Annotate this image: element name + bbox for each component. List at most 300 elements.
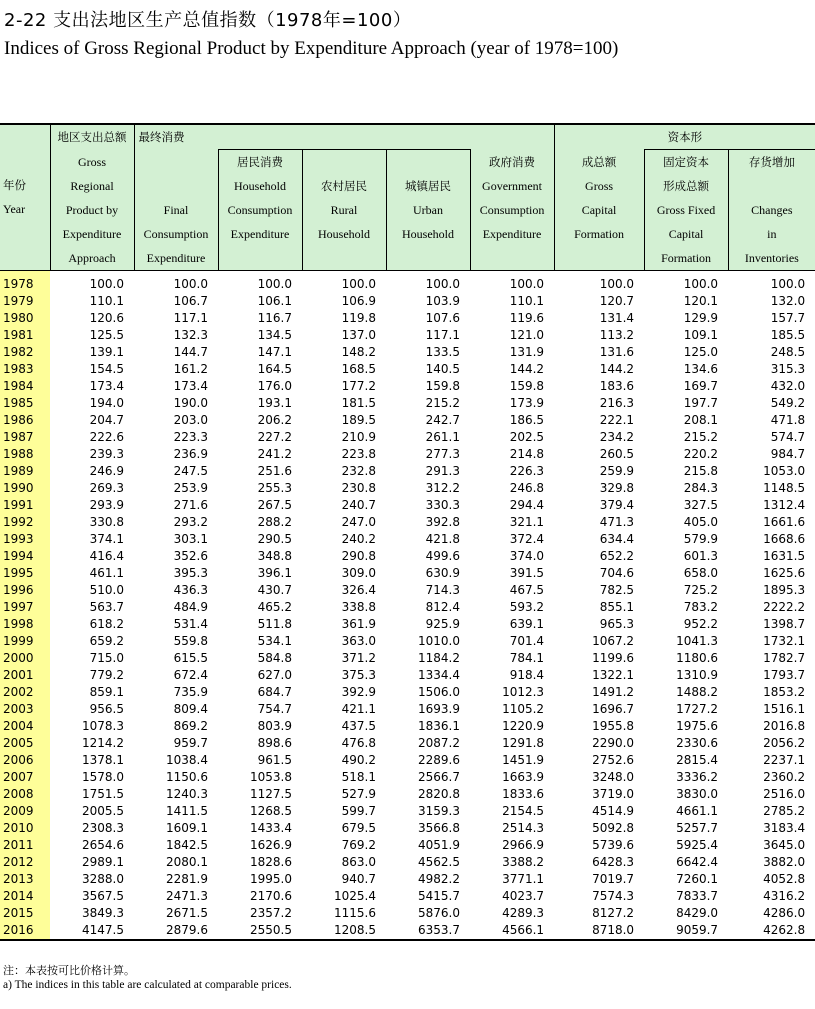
- value-cell: 5257.7: [676, 821, 719, 835]
- value-cell: 2360.2: [763, 770, 806, 784]
- value-cell: 312.2: [425, 481, 460, 495]
- value-cell: 1668.6: [763, 532, 806, 546]
- year-cell: 2000: [0, 650, 50, 667]
- rural-cn: 农村居民: [321, 179, 367, 193]
- value-cell: 157.7: [770, 311, 806, 325]
- value-cell: 4514.9: [592, 804, 635, 818]
- government-en-line2: Consumption: [479, 202, 545, 217]
- grp-header: [50, 150, 134, 271]
- value-cell: 269.3: [89, 481, 124, 495]
- value-cell: 3388.2: [502, 855, 545, 869]
- urban-en-line2: Household: [402, 227, 454, 241]
- value-cell: 117.1: [173, 311, 208, 325]
- year-cell: 2010: [0, 820, 50, 837]
- value-cell: 432.0: [770, 379, 806, 393]
- table-header: [0, 124, 815, 271]
- value-cell: 293.2: [173, 515, 208, 529]
- gcf-header: [554, 150, 644, 271]
- value-cell: 421.8: [425, 532, 460, 546]
- value-cell: 230.8: [341, 481, 376, 495]
- value-cell: 3288.0: [82, 872, 124, 886]
- value-cell: 1127.5: [250, 787, 292, 801]
- value-cell: 961.5: [257, 753, 292, 767]
- value-cell: 1411.5: [166, 804, 208, 818]
- value-cell: 549.2: [770, 396, 806, 410]
- year-cell: 1989: [0, 463, 50, 480]
- value-cell: 599.7: [341, 804, 376, 818]
- value-cell: 7833.7: [676, 889, 719, 903]
- household-cn: 居民消费: [237, 155, 283, 169]
- value-cell: 490.2: [341, 753, 376, 767]
- value-cell: 169.7: [683, 379, 719, 393]
- value-cell: 1310.9: [676, 668, 719, 682]
- value-cell: 421.1: [341, 702, 376, 716]
- value-cell: 574.7: [770, 430, 806, 444]
- year-cell: 1993: [0, 531, 50, 548]
- page-title-cn: 2-22 支出法地区生产总值指数（1978年=100）: [4, 10, 412, 31]
- value-cell: 214.8: [509, 447, 545, 461]
- value-cell: 1727.2: [676, 702, 719, 716]
- value-cell: 267.5: [257, 498, 292, 512]
- value-cell: 1214.2: [82, 736, 124, 750]
- value-cell: 1488.2: [676, 685, 719, 699]
- value-cell: 110.1: [509, 294, 545, 308]
- year-cell: 1990: [0, 480, 50, 497]
- rural-en-line2: Household: [318, 227, 370, 241]
- value-cell: 120.1: [683, 294, 719, 308]
- value-cell: 1626.9: [250, 838, 292, 852]
- value-cell: 3183.4: [763, 821, 806, 835]
- value-cell: 4566.1: [470, 922, 554, 940]
- value-cell: 144.2: [509, 362, 545, 376]
- value-cell: 363.0: [341, 634, 376, 648]
- year-cell: 2016: [0, 922, 50, 940]
- year-cell: 1999: [0, 633, 50, 650]
- year-cell: 2003: [0, 701, 50, 718]
- value-cell: 131.6: [599, 345, 635, 359]
- value-cell: 132.3: [173, 328, 208, 342]
- value-cell: 206.2: [257, 413, 292, 427]
- value-cell: 436.3: [173, 583, 208, 597]
- value-cell: 1506.0: [418, 685, 460, 699]
- value-cell: 293.9: [89, 498, 124, 512]
- table-row: [0, 735, 815, 752]
- value-cell: 1025.4: [334, 889, 376, 903]
- final-consumption-group-header: 最终消费: [134, 124, 554, 150]
- value-cell: 1433.4: [250, 821, 292, 835]
- table-row: [0, 667, 815, 684]
- value-cell: 2471.3: [166, 889, 208, 903]
- value-cell: 371.2: [341, 651, 376, 665]
- value-cell: 8718.0: [554, 922, 644, 940]
- value-cell: 769.2: [341, 838, 376, 852]
- value-cell: 3336.2: [676, 770, 719, 784]
- value-cell: 563.7: [89, 600, 124, 614]
- value-cell: 511.8: [257, 617, 292, 631]
- value-cell: 2289.6: [418, 753, 460, 767]
- table-row: [0, 684, 815, 701]
- value-cell: 395.3: [173, 566, 208, 580]
- value-cell: 392.8: [425, 515, 460, 529]
- urban-header: [386, 150, 470, 271]
- value-cell: 4262.8: [728, 922, 815, 940]
- value-cell: 1751.5: [82, 787, 124, 801]
- value-cell: 1631.5: [763, 549, 806, 563]
- table-row: [0, 905, 815, 922]
- value-cell: 106.7: [173, 294, 208, 308]
- gfcf-cn-line1: 固定资本: [663, 155, 710, 169]
- value-cell: 315.3: [770, 362, 806, 376]
- value-cell: 1578.0: [82, 770, 124, 784]
- value-cell: 177.2: [341, 379, 376, 393]
- value-cell: 100.0: [683, 277, 719, 291]
- value-cell: 3248.0: [592, 770, 635, 784]
- year-cell: 1978: [0, 271, 50, 294]
- value-cell: 3566.8: [418, 821, 460, 835]
- value-cell: 1516.1: [763, 702, 806, 716]
- table-row: [0, 769, 815, 786]
- value-cell: 259.9: [599, 464, 635, 478]
- value-cell: 4562.5: [418, 855, 460, 869]
- value-cell: 1782.7: [763, 651, 806, 665]
- gfcf-en-line1: Gross Fixed: [656, 203, 716, 217]
- government-en-line1: Government: [482, 178, 543, 193]
- value-cell: 291.3: [425, 464, 460, 478]
- value-cell: 1053.8: [250, 770, 292, 784]
- value-cell: 284.3: [683, 481, 719, 495]
- value-cell: 204.7: [89, 413, 124, 427]
- year-cell: 2002: [0, 684, 50, 701]
- value-cell: 959.7: [173, 736, 208, 750]
- value-cell: 4147.5: [50, 922, 134, 940]
- table-row: [0, 701, 815, 718]
- table-row: [0, 395, 815, 412]
- value-cell: 189.5: [341, 413, 376, 427]
- value-cell: 125.0: [683, 345, 719, 359]
- value-cell: 100.0: [257, 277, 292, 291]
- value-cell: 559.8: [173, 634, 208, 648]
- value-cell: 223.8: [341, 447, 376, 461]
- value-cell: 4052.8: [763, 872, 806, 886]
- value-cell: 1895.3: [763, 583, 806, 597]
- year-cell: 1980: [0, 310, 50, 327]
- grp-header-cn: 地区支出总额: [50, 124, 134, 150]
- value-cell: 461.1: [89, 566, 124, 580]
- value-cell: 2550.5: [218, 922, 302, 940]
- value-cell: 309.0: [341, 566, 376, 580]
- value-cell: 117.1: [425, 328, 460, 342]
- value-cell: 1732.1: [763, 634, 806, 648]
- value-cell: 2087.2: [418, 736, 460, 750]
- value-cell: 290.5: [257, 532, 292, 546]
- value-cell: 984.7: [770, 447, 806, 461]
- value-cell: 1793.7: [763, 668, 806, 682]
- government-header: [470, 150, 554, 271]
- value-cell: 618.2: [89, 617, 124, 631]
- page-title-en: Indices of Gross Regional Product by Expenditure Approach (year of 1978=100): [4, 38, 619, 59]
- table-row: [0, 616, 815, 633]
- footnote-cn: 注：本表按可比价格计算。: [3, 964, 135, 977]
- value-cell: 197.7: [683, 396, 719, 410]
- value-cell: 242.7: [425, 413, 460, 427]
- value-cell: 2056.2: [763, 736, 806, 750]
- value-cell: 1150.6: [166, 770, 208, 784]
- value-cell: 3159.3: [418, 804, 460, 818]
- value-cell: 2654.6: [82, 838, 124, 852]
- value-cell: 226.3: [509, 464, 545, 478]
- value-cell: 294.4: [509, 498, 545, 512]
- year-cell: 1983: [0, 361, 50, 378]
- value-cell: 215.2: [683, 430, 719, 444]
- value-cell: 348.8: [257, 549, 292, 563]
- value-cell: 361.9: [341, 617, 376, 631]
- value-cell: 925.9: [425, 617, 460, 631]
- value-cell: 173.9: [509, 396, 545, 410]
- table-row: [0, 803, 815, 820]
- value-cell: 288.2: [257, 515, 292, 529]
- year-header-en: Year: [3, 202, 26, 216]
- value-cell: 7260.1: [676, 872, 719, 886]
- table-row: [0, 786, 815, 803]
- value-cell: 1012.3: [502, 685, 545, 699]
- inventories-cn: 存货增加: [748, 155, 795, 169]
- value-cell: 416.4: [89, 549, 124, 563]
- indices-table: [0, 123, 815, 941]
- year-cell: 1985: [0, 395, 50, 412]
- value-cell: 9059.7: [644, 922, 728, 940]
- value-cell: 518.1: [341, 770, 376, 784]
- table-row: [0, 871, 815, 888]
- value-cell: 2566.7: [418, 770, 460, 784]
- value-cell: 2357.2: [250, 906, 292, 920]
- grp-en-line2: Regional: [70, 178, 114, 193]
- value-cell: 6642.4: [676, 855, 719, 869]
- value-cell: 193.1: [257, 396, 292, 410]
- household-header: [218, 150, 302, 271]
- value-cell: 144.7: [173, 345, 208, 359]
- value-cell: 1609.1: [166, 821, 208, 835]
- table-row: [0, 378, 815, 395]
- value-cell: 379.4: [599, 498, 635, 512]
- year-cell: 1984: [0, 378, 50, 395]
- table-row: [0, 718, 815, 735]
- value-cell: 1451.9: [502, 753, 545, 767]
- value-cell: 248.5: [770, 345, 806, 359]
- value-cell: 3882.0: [763, 855, 806, 869]
- year-cell: 1996: [0, 582, 50, 599]
- value-cell: 1312.4: [763, 498, 806, 512]
- table-row: [0, 854, 815, 871]
- final-consumption-header: [134, 150, 218, 271]
- value-cell: 100.0: [89, 277, 124, 291]
- inventories-en-line1: Changes: [751, 203, 793, 217]
- value-cell: 2516.0: [763, 787, 806, 801]
- value-cell: 139.1: [89, 345, 124, 359]
- value-cell: 7019.7: [592, 872, 635, 886]
- value-cell: 134.6: [683, 362, 719, 376]
- value-cell: 131.9: [509, 345, 545, 359]
- table-row: [0, 271, 815, 294]
- value-cell: 107.6: [425, 311, 460, 325]
- value-cell: 100.0: [341, 277, 376, 291]
- value-cell: 5925.4: [676, 838, 719, 852]
- value-cell: 1053.0: [763, 464, 806, 478]
- value-cell: 246.8: [509, 481, 545, 495]
- value-cell: 148.2: [341, 345, 376, 359]
- gcf-en-line3: Formation: [574, 226, 625, 241]
- value-cell: 1696.7: [592, 702, 635, 716]
- value-cell: 246.9: [89, 464, 124, 478]
- value-cell: 4661.1: [676, 804, 719, 818]
- year-header-cn: 年份: [3, 178, 26, 192]
- value-cell: 131.4: [599, 311, 635, 325]
- value-cell: 658.0: [683, 566, 719, 580]
- year-cell: 2012: [0, 854, 50, 871]
- value-cell: 898.6: [257, 736, 292, 750]
- value-cell: 784.1: [509, 651, 545, 665]
- value-cell: 1322.1: [592, 668, 635, 682]
- value-cell: 679.5: [341, 821, 376, 835]
- value-cell: 374.1: [89, 532, 124, 546]
- year-cell: 1988: [0, 446, 50, 463]
- year-cell: 1998: [0, 616, 50, 633]
- value-cell: 110.1: [89, 294, 124, 308]
- value-cell: 247.0: [341, 515, 376, 529]
- value-cell: 3719.0: [592, 787, 635, 801]
- year-cell: 1986: [0, 412, 50, 429]
- value-cell: 2222.2: [763, 600, 806, 614]
- value-cell: 215.8: [683, 464, 719, 478]
- value-cell: 531.4: [173, 617, 208, 631]
- value-cell: 2170.6: [250, 889, 292, 903]
- value-cell: 499.6: [425, 549, 460, 563]
- value-cell: 140.5: [425, 362, 460, 376]
- value-cell: 1833.6: [502, 787, 545, 801]
- gcf-en-line2: Capital: [581, 202, 617, 217]
- value-cell: 735.9: [173, 685, 208, 699]
- value-cell: 2989.1: [82, 855, 124, 869]
- value-cell: 240.2: [341, 532, 376, 546]
- value-cell: 1199.6: [592, 651, 635, 665]
- inventories-header: [728, 150, 815, 271]
- value-cell: 812.4: [425, 600, 460, 614]
- value-cell: 779.2: [89, 668, 124, 682]
- government-cn: 政府消费: [489, 154, 536, 169]
- value-cell: 809.4: [173, 702, 208, 716]
- value-cell: 725.2: [683, 583, 719, 597]
- value-cell: 183.6: [599, 379, 635, 393]
- value-cell: 125.5: [89, 328, 124, 342]
- value-cell: 232.8: [341, 464, 376, 478]
- value-cell: 100.0: [599, 277, 635, 291]
- value-cell: 627.0: [257, 668, 292, 682]
- value-cell: 704.6: [599, 566, 635, 580]
- value-cell: 190.0: [173, 396, 208, 410]
- value-cell: 215.2: [425, 396, 460, 410]
- value-cell: 3567.5: [82, 889, 124, 903]
- table-row: [0, 633, 815, 650]
- value-cell: 1184.2: [418, 651, 460, 665]
- year-cell: 2015: [0, 905, 50, 922]
- year-cell: 2007: [0, 769, 50, 786]
- value-cell: 176.0: [257, 379, 292, 393]
- value-cell: 1180.6: [676, 651, 719, 665]
- household-en-line1: Household: [234, 179, 286, 193]
- value-cell: 782.5: [599, 583, 635, 597]
- value-cell: 634.4: [599, 532, 635, 546]
- table-row: [0, 310, 815, 327]
- value-cell: 223.3: [173, 430, 208, 444]
- value-cell: 601.3: [683, 549, 719, 563]
- value-cell: 203.0: [173, 413, 208, 427]
- value-cell: 1491.2: [592, 685, 635, 699]
- value-cell: 1663.9: [502, 770, 545, 784]
- table-row: [0, 446, 815, 463]
- table-row: [0, 820, 815, 837]
- value-cell: 1334.4: [418, 668, 460, 682]
- value-cell: 326.4: [341, 583, 376, 597]
- value-cell: 405.0: [683, 515, 719, 529]
- value-cell: 147.1: [257, 345, 292, 359]
- value-cell: 391.5: [509, 566, 545, 580]
- value-cell: 247.5: [173, 464, 208, 478]
- value-cell: 4051.9: [418, 838, 460, 852]
- year-cell: 2008: [0, 786, 50, 803]
- value-cell: 630.9: [425, 566, 460, 580]
- value-cell: 2671.5: [166, 906, 208, 920]
- value-cell: 684.7: [257, 685, 292, 699]
- value-cell: 290.8: [341, 549, 376, 563]
- table-row: [0, 837, 815, 854]
- value-cell: 8429.0: [676, 906, 719, 920]
- value-cell: 374.0: [509, 549, 545, 563]
- value-cell: 116.7: [257, 311, 292, 325]
- year-cell: 1987: [0, 429, 50, 446]
- value-cell: 659.2: [89, 634, 124, 648]
- year-cell: 1994: [0, 548, 50, 565]
- year-header: [0, 124, 50, 271]
- table-row: [0, 531, 815, 548]
- value-cell: 216.3: [599, 396, 635, 410]
- year-cell: 1982: [0, 344, 50, 361]
- value-cell: 1625.6: [763, 566, 806, 580]
- value-cell: 5415.7: [418, 889, 460, 903]
- table-row: [0, 480, 815, 497]
- value-cell: 222.6: [89, 430, 124, 444]
- value-cell: 1828.6: [250, 855, 292, 869]
- value-cell: 119.6: [509, 311, 545, 325]
- value-cell: 220.2: [683, 447, 719, 461]
- value-cell: 5739.6: [592, 838, 635, 852]
- gfcf-cn-line2: 形成总额: [663, 179, 710, 193]
- value-cell: 186.5: [509, 413, 545, 427]
- value-cell: 255.3: [257, 481, 292, 495]
- value-cell: 234.2: [599, 430, 635, 444]
- value-cell: 210.9: [341, 430, 376, 444]
- value-cell: 1836.1: [418, 719, 460, 733]
- value-cell: 173.4: [89, 379, 124, 393]
- value-cell: 471.8: [770, 413, 806, 427]
- gfcf-header: [644, 150, 728, 271]
- value-cell: 1291.8: [502, 736, 545, 750]
- grp-en-line5: Approach: [68, 250, 116, 265]
- value-cell: 239.3: [89, 447, 124, 461]
- footnote-en: a) The indices in this table are calculated at comparable prices.: [3, 979, 292, 991]
- value-cell: 1038.4: [166, 753, 208, 767]
- value-cell: 1208.5: [302, 922, 386, 940]
- value-cell: 2820.8: [418, 787, 460, 801]
- value-cell: 164.5: [257, 362, 292, 376]
